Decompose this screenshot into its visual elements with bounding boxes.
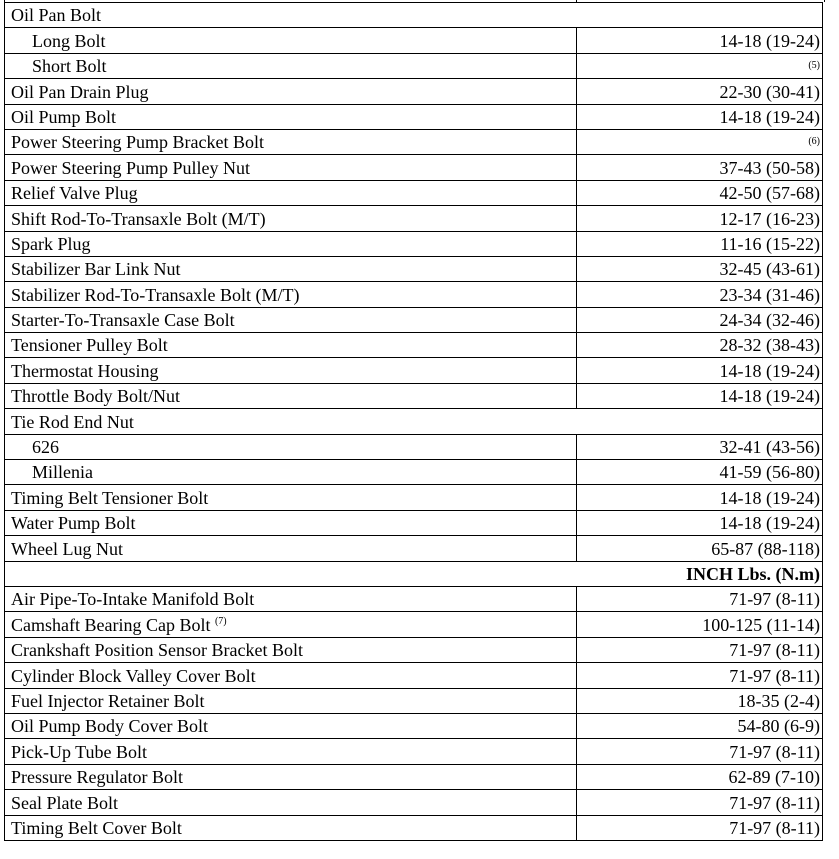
table-row (5, 3, 823, 28)
component-label: Cylinder Block Valley Cover Bolt (11, 665, 256, 686)
component-label: Wheel Lug Nut (11, 538, 123, 559)
component-label: Short Bolt (32, 56, 107, 77)
torque-value-cell: 14-18 (19-24) (577, 510, 823, 535)
component-cell (5, 358, 577, 383)
table-row (5, 180, 823, 205)
component-cell (5, 28, 577, 53)
torque-value-cell: 71-97 (8-11) (577, 586, 823, 611)
torque-value-cell: 23-34 (31-46) (577, 282, 823, 307)
table-row (5, 206, 823, 231)
component-label: Timing Belt Cover Bolt (11, 817, 182, 838)
group-label: Oil Pan Bolt (5, 3, 823, 28)
component-label: Spark Plug (11, 233, 91, 254)
table-row (5, 129, 823, 154)
component-label: Camshaft Bearing Cap Bolt (11, 614, 211, 635)
component-label: Throttle Body Bolt/Nut (11, 386, 180, 407)
component-cell (5, 739, 577, 764)
table-row (5, 155, 823, 180)
table-row (5, 53, 823, 78)
torque-value-cell: 71-97 (8-11) (577, 637, 823, 662)
torque-value-cell: 14-18 (19-24) (577, 104, 823, 129)
table-row (5, 79, 823, 104)
table-row (5, 764, 823, 789)
component-cell (5, 485, 577, 510)
torque-value-cell: 32-41 (43-56) (577, 434, 823, 459)
component-cell (5, 231, 577, 256)
torque-value-cell: 14-18 (19-24) (577, 383, 823, 408)
torque-value-cell: 71-97 (8-11) (577, 663, 823, 688)
component-label: Air Pipe-To-Intake Manifold Bolt (11, 589, 255, 610)
component-label: Long Bolt (32, 30, 106, 51)
component-label: Stabilizer Rod-To-Transaxle Bolt (M/T) (11, 284, 300, 305)
table-row (5, 790, 823, 815)
torque-value-cell: 28-32 (38-43) (577, 333, 823, 358)
table-row (5, 586, 823, 611)
torque-value-cell: 54-80 (6-9) (577, 713, 823, 738)
torque-value-cell: 42-50 (57-68) (577, 180, 823, 205)
component-cell (5, 790, 577, 815)
component-label: Fuel Injector Retainer Bolt (11, 690, 205, 711)
table-row (5, 561, 823, 586)
component-cell (5, 536, 577, 561)
component-label: Thermostat Housing (11, 360, 159, 381)
component-label: Power Steering Pump Bracket Bolt (11, 132, 264, 153)
torque-value-cell: 62-89 (7-10) (577, 764, 823, 789)
component-label: Power Steering Pump Pulley Nut (11, 157, 250, 178)
component-cell (5, 155, 577, 180)
component-label: Starter-To-Transaxle Case Bolt (11, 310, 235, 331)
torque-value-cell: 71-97 (8-11) (577, 815, 823, 840)
table-row (5, 663, 823, 688)
component-cell (5, 460, 577, 485)
component-cell (5, 663, 577, 688)
group-label: Tie Rod End Nut (5, 409, 823, 434)
torque-value-cell: 18-35 (2-4) (577, 688, 823, 713)
table-row (5, 307, 823, 332)
component-cell (5, 637, 577, 662)
component-label: Oil Pan Drain Plug (11, 81, 149, 102)
component-cell (5, 815, 577, 840)
torque-value-cell: 37-43 (50-58) (577, 155, 823, 180)
component-cell (5, 180, 577, 205)
torque-value-cell: 24-34 (32-46) (577, 307, 823, 332)
torque-value-cell: 14-18 (19-24) (577, 358, 823, 383)
torque-value-cell: 12-17 (16-23) (577, 206, 823, 231)
torque-value-cell: 11-16 (15-22) (577, 231, 823, 256)
component-cell (5, 129, 577, 154)
component-cell (5, 764, 577, 789)
component-label: Relief Valve Plug (11, 183, 138, 204)
component-cell (5, 612, 577, 637)
torque-value-cell: 14-18 (19-24) (577, 28, 823, 53)
torque-spec-table (4, 2, 823, 841)
torque-value-cell: 71-97 (8-11) (577, 739, 823, 764)
torque-value-cell (577, 53, 823, 78)
component-label: Stabilizer Bar Link Nut (11, 259, 181, 280)
table-row (5, 231, 823, 256)
section-header: INCH Lbs. (N.m) (5, 561, 823, 586)
component-cell (5, 206, 577, 231)
torque-value-cell: 32-45 (43-61) (577, 256, 823, 281)
table-row (5, 688, 823, 713)
component-cell (5, 307, 577, 332)
torque-value-cell: 41-59 (56-80) (577, 460, 823, 485)
table-row (5, 333, 823, 358)
component-label: Water Pump Bolt (11, 513, 136, 534)
table-row (5, 510, 823, 535)
table-row (5, 637, 823, 662)
component-cell (5, 688, 577, 713)
table-row (5, 460, 823, 485)
table-row (5, 485, 823, 510)
torque-value-cell: 100-125 (11-14) (577, 612, 823, 637)
component-label: Tensioner Pulley Bolt (11, 335, 168, 356)
component-label: Shift Rod-To-Transaxle Bolt (M/T) (11, 208, 266, 229)
component-cell (5, 713, 577, 738)
component-label: Seal Plate Bolt (11, 792, 118, 813)
component-cell (5, 53, 577, 78)
table-row (5, 256, 823, 281)
torque-value-cell: 22-30 (30-41) (577, 79, 823, 104)
footnote-ref: (5) (808, 59, 820, 71)
table-row (5, 815, 823, 840)
table-row (5, 409, 823, 434)
component-label: Crankshaft Position Sensor Bracket Bolt (11, 640, 303, 661)
component-label: Pick-Up Tube Bolt (11, 741, 148, 762)
table-row (5, 104, 823, 129)
footnote-ref: (7) (214, 615, 227, 627)
torque-value-cell: 14-18 (19-24) (577, 485, 823, 510)
component-label: Timing Belt Tensioner Bolt (11, 487, 209, 508)
component-cell (5, 256, 577, 281)
component-cell (5, 586, 577, 611)
component-label: Oil Pump Body Cover Bolt (11, 716, 209, 737)
table-row (5, 383, 823, 408)
footnote-ref: (6) (808, 135, 820, 147)
component-cell (5, 434, 577, 459)
torque-value-cell: 71-97 (8-11) (577, 790, 823, 815)
table-row (5, 282, 823, 307)
table-row (5, 739, 823, 764)
table-row (5, 28, 823, 53)
component-cell (5, 282, 577, 307)
table-row (5, 536, 823, 561)
table-row (5, 612, 823, 637)
component-label: Millenia (32, 462, 93, 483)
table-row (5, 434, 823, 459)
table-row (5, 358, 823, 383)
component-label: Oil Pump Bolt (11, 106, 117, 127)
torque-value-cell (577, 129, 823, 154)
component-cell (5, 383, 577, 408)
torque-value-cell: 65-87 (88-118) (577, 536, 823, 561)
component-cell (5, 104, 577, 129)
component-cell (5, 79, 577, 104)
component-label: 626 (32, 437, 59, 458)
component-label: Pressure Regulator Bolt (11, 767, 183, 788)
table-row (5, 713, 823, 738)
component-cell (5, 510, 577, 535)
component-cell (5, 333, 577, 358)
